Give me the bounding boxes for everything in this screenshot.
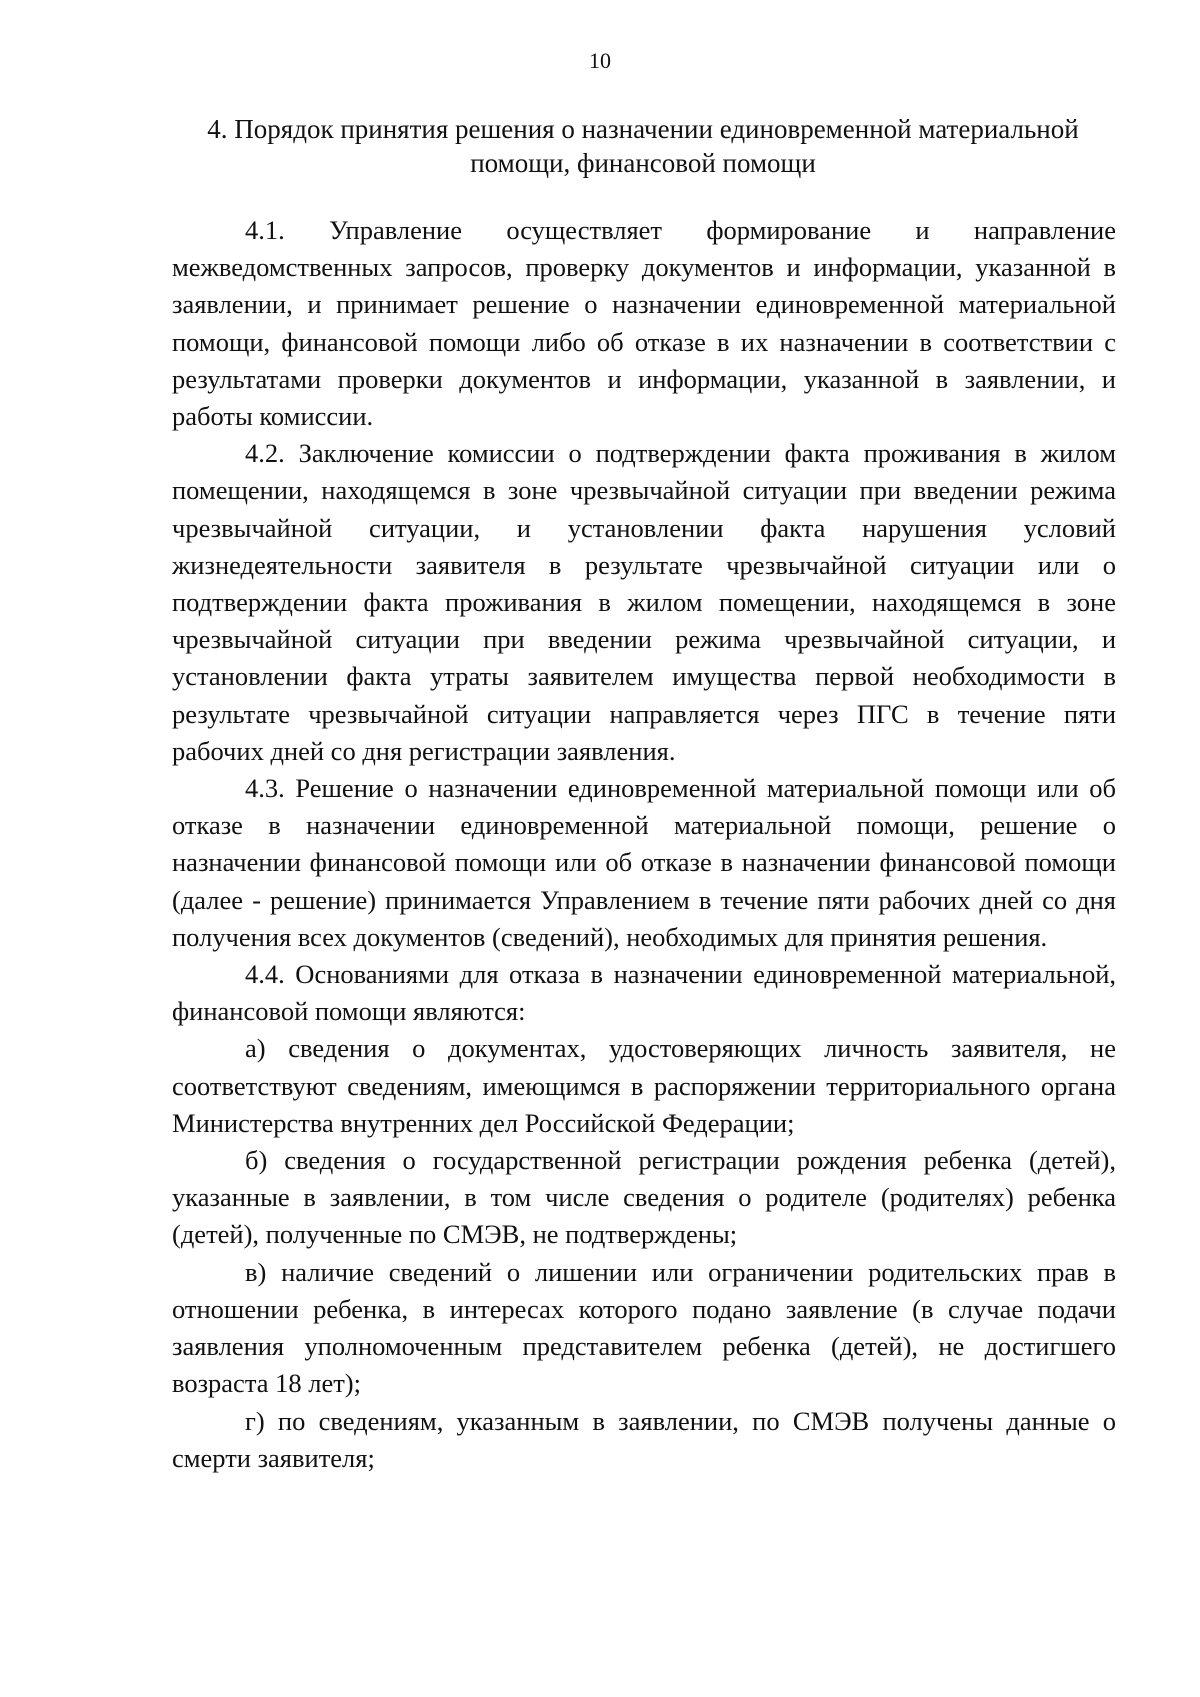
list-item-a: а) сведения о документах, удостоверяющих личность заявителя, не соответствуют сведениям, имеющимся в распоряжении территориального органа Министерства внутренних дел Российской Федерации; bbox=[172, 1033, 1116, 1138]
list-item-g: г) по сведениям, указанным в заявлении, по СМЭВ получены данные о смерти заявителя; bbox=[172, 1405, 1116, 1473]
paragraph-4-1: 4.1. Управление осуществляет формирование и направление межведомственных запросов, проверку документов и информации, указанной в заявлении, и принимает решение о назначении единовременной материальной помощи, финансовой помощи либо об отказе в их назначении в соответствии с результатами проверки документов и информации, указанной в заявлении, и работы комиссии. bbox=[172, 215, 1116, 432]
paragraph-4-4: 4.4. Основаниями для отказа в назначении единовременной материальной, финансовой помощи являются: bbox=[172, 959, 1116, 1027]
list-item-b: б) сведения о государственной регистрации рождения ребенка (детей), указанные в заявлении, в том числе сведения о родителе (родителях) ребенка (детей), полученные по СМЭВ, не подтверждены; bbox=[172, 1145, 1116, 1250]
paragraph-4-3: 4.3. Решение о назначении единовременной материальной помощи или об отказе в назначении единовременной материальной помощи, решение о назначении финансовой помощи или об отказе в назначении финансовой помощи (далее - решение) принимается Управлением в течение пяти рабочих дней со дня получения всех документов (сведений), необходимых для принятия решения. bbox=[172, 773, 1116, 952]
list-item-v: в) наличие сведений о лишении или ограничении родительских прав в отношении ребенка, в интересах которого подано заявление (в случае подачи заявления уполномоченным представителем ребенка (детей), не достигшего возраста 18 лет); bbox=[172, 1256, 1116, 1399]
section-title-line-1: 4. Порядок принятия решения о назначении единовременной материальной bbox=[207, 114, 1079, 144]
page-number: 10 bbox=[589, 48, 611, 73]
document-body bbox=[172, 212, 1116, 1477]
section-title bbox=[160, 112, 1126, 180]
paragraph-4-2: 4.2. Заключение комиссии о подтверждении факта проживания в жилом помещении, находящемся в зоне чрезвычайной ситуации при введении режима чрезвычайной ситуации, и установлении факта нарушения условий жизнедеятельности заявителя в результате чрезвычайной ситуации или о подтверждении факта проживания в жилом помещении, находящемся в зоне чрезвычайной ситуации при введении режима чрезвычайной ситуации, и установлении факта утраты заявителем имущества первой необходимости в результате чрезвычайной ситуации направляется через ПГС в течение пяти рабочих дней со дня регистрации заявления. bbox=[172, 438, 1116, 766]
section-title-line-2: помощи, финансовой помощи bbox=[470, 148, 816, 178]
